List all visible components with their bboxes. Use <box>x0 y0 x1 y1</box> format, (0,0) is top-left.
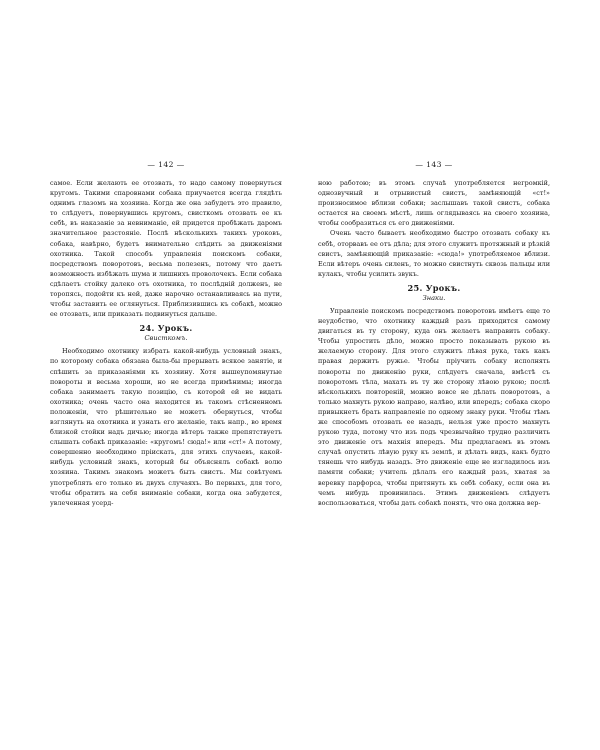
paragraph: Управленіе поискомъ посредствомъ поворотовъ имѣетъ еще то неудобство, что охотнику каждый разъ приходится самому двигаться въ ту сторону, куда онъ желаетъ направить собаку. Чтобы упростить дѣло, можно просто показывать рукою въ желаемую сторону. Для этого служитъ лѣвая рука, такъ какъ правая держитъ ружье. Чтобы пріучить собаку исполнять повороты по движенію руки, слѣдуетъ сначала, вмѣстѣ съ поворотомъ тѣла, махать въ ту же сторону лѣвою рукою; послѣ нѣсколькихъ повтореній, можно вовсе не дѣлать поворотовъ, а только махнуть рукою направо, налѣво, или впередъ; собака скоро привыкнетъ брать направленіе по одному знаку руки. Чтобы тѣмъ же способомъ отозвать ее назадъ, нельзя уже просто махнуть рукою туда, потому что изъ подъ чрезвычайно трудно различить это движеніе отъ махнія впередъ. Мы предлагаемъ въ этомъ случаѣ опустить лѣвую руку къ землѣ, и дѣлать видъ, какъ будто тянешь что нибудь назадъ. Это движеніе еще не изгладилось изъ памяти собаки; учитель дѣлалъ его каждый разъ, хватая за веревку парфорса, чтобы притянуть къ себѣ собаку, если она въ чемъ нибудь провинилась. Этимъ движеніемъ слѣдуетъ воспользоваться, чтобы дать собакѣ понять, что она должна вер- <box>318 306 550 507</box>
lesson-subheading: Свисткомъ. <box>144 334 188 343</box>
paragraph: Очень часто бываетъ необходимо быстро отозвать собаку къ себѣ, оторвавъ ее отъ дѣла; для этого служитъ протяжный и рѣзкій свистъ, замѣняющій приказаніе: «сюда!» употребляемое вблизи. Если вѣтеръ очень силенъ, то можно свистнуть сквозь пальцы или кулакъ, чтобы усилить звукъ. <box>318 229 550 278</box>
right-page-body <box>318 178 550 508</box>
lesson-heading: 25. Урокъ. <box>407 282 461 293</box>
paragraph: самое. Если желають ее отозвать, то надо самому повернуться кругомъ. Такими спаровнами собака приучается всегда глядѣть однимъ глазомъ на хозяина. Когда же она забудетъ это правило, то слѣдуетъ, повернувшись кругомъ, свисткомъ отозвать ее къ себѣ, въ наказаніе за невниманіе, ей придется пробѣжать даромъ значительное разстояніе. Послѣ нѣсколькихъ такихъ уроковъ, собака, навѣрно, будетъ внимательно слѣдить за движеніями охотника. Такой способъ управленія поискомъ собаки, посредствомъ поворотовъ, весьма полезенъ, потому что даетъ возможность избѣжать шума и лишнихъ проволочекъ. Если собака сдѣлаетъ стойку далеко отъ охотника, то послѣдній долженъ, не торопясь, подойти къ ней, даже нарочно останавливаясь на пути, чтобы заставить ее оглянуться. Приблизившись къ собакѣ, можно ее отозвать, или приказать подвинуться дальше. <box>50 179 282 319</box>
lesson-heading: 24. Урокъ. <box>139 323 193 334</box>
lesson-subheading: Знаки. <box>422 293 446 302</box>
page-number-left: — 142 — <box>147 160 185 169</box>
left-page-body <box>50 178 282 508</box>
paragraph: ною работою; въ этомъ случаѣ употребляется негромкій, однозвучный и отрывистый свистъ, замѣняющій «ст!» произносимое вблизи собаки; заслышавъ такой свистъ, собака остается на своемъ мѣстѣ, лишь оглядываясь на своего хозяина, чтобы сообразиться съ его движеніями. <box>318 179 550 228</box>
page-number-right: — 143 — <box>415 160 453 169</box>
paragraph: Необходимо охотнику избрать какой-нибудь условный знакъ, по которому собака обязана была-бы прерывать всякое занятіе, и спѣшить за приказаніями къ хозяину. Хотя вышеупомянутые повороты и весьма хороши, но не всегда примѣнимы; иногда собака занимаетъ такую позицію, съ которой ей не видать охотника; очень часто она находится въ такомъ стѣсненномъ положеніи, что рѣшительно не можетъ обернуться, чтобы взглянуть на охотника и узнать его желаніе, такъ напр., во время близкой стойки надъ дичью; иногда вѣтеръ также препятствуетъ слышать собакѣ приказаніе: «кругомъ! сюда!» или «ст!» А потому, совершенно необходимо пріискать, для этихъ случаевъ, какой-нибудь условный знакъ, который бы объяснялъ собакѣ волю хозяина. Такимъ знакомъ можетъ быть свистъ. Мы совѣтуемъ употреблять его только въ двухъ случаяхъ. Во первыхъ, для того, чтобы обратить на себя вниманіе собаки, когда она забудется, увлеченная усерд- <box>50 347 282 507</box>
